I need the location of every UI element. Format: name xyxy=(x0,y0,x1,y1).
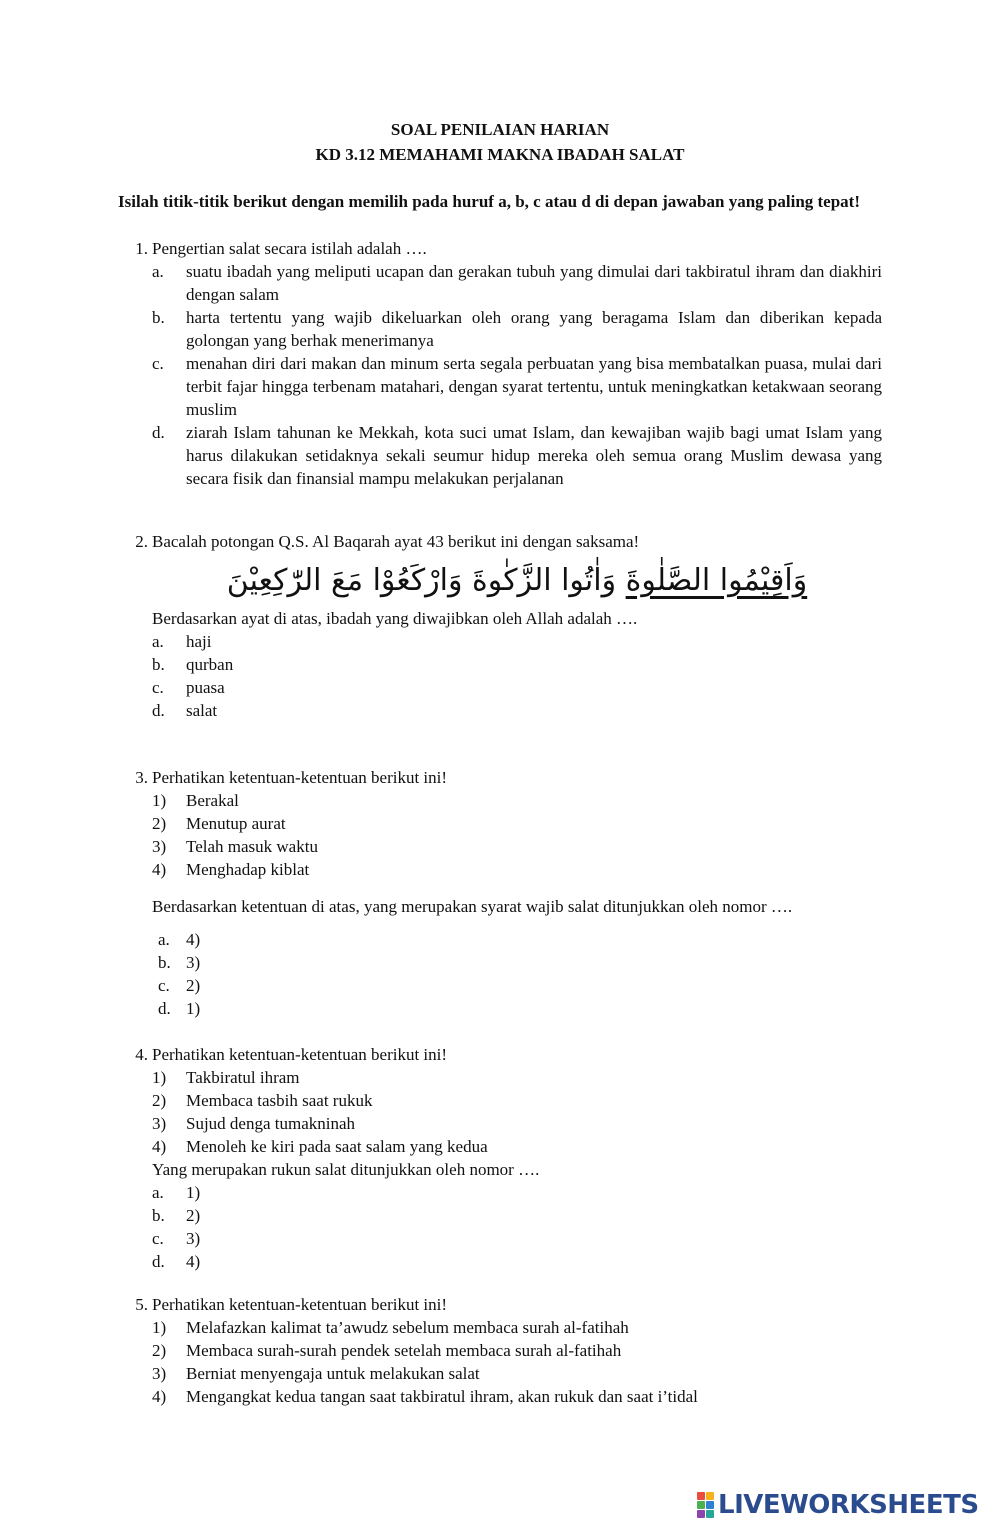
option-text: 3) xyxy=(186,1229,201,1248)
statement-text: Berakal xyxy=(186,791,239,810)
option-label: a. xyxy=(152,1183,164,1202)
option-text: 4) xyxy=(186,1252,201,1271)
statement-label: 1) xyxy=(152,791,167,810)
statement-label: 4) xyxy=(152,1387,167,1406)
option-label: b. xyxy=(158,953,171,972)
logo-square xyxy=(697,1492,705,1500)
option-text: salat xyxy=(186,701,218,720)
verse-rest: وَاٰتُوا الزَّكٰوةَ وَارْكَعُوْا مَعَ الرّٰكِعِيْنَ xyxy=(226,563,626,598)
option-text: 2) xyxy=(186,1206,201,1225)
statement-item xyxy=(152,1112,882,1135)
document-subtitle: KD 3.12 MEMAHAMI MAKNA IBADAH SALAT xyxy=(315,145,685,164)
statement-text: Telah masuk waktu xyxy=(186,837,318,856)
question-number: 1. xyxy=(135,239,148,258)
logo-mark-icon xyxy=(697,1492,714,1518)
option-label: c. xyxy=(152,1229,164,1248)
option-text: suatu ibadah yang meliputi ucapan dan gerakan tubuh yang dimulai dari takbiratul ihram dan diakhiri dengan salam xyxy=(186,262,882,304)
option-a[interactable] xyxy=(152,1181,882,1204)
statement-text: Membaca surah-surah pendek setelah membaca surah al-fatihah xyxy=(186,1341,622,1360)
statement-item xyxy=(152,1316,882,1339)
question-3 xyxy=(118,766,882,1020)
statement-item xyxy=(152,1339,882,1362)
question-follow-text: Berdasarkan ketentuan di atas, yang merupakan syarat wajib salat ditunjukkan oleh nomor …. xyxy=(152,897,793,916)
question-follow-text: Berdasarkan ayat di atas, ibadah yang diwajibkan oleh Allah adalah …. xyxy=(152,609,638,628)
statement-item xyxy=(152,1066,882,1089)
statement-item xyxy=(152,1135,882,1158)
statement-label: 1) xyxy=(152,1068,167,1087)
option-label: d. xyxy=(152,423,165,442)
option-b[interactable] xyxy=(152,306,882,352)
option-list xyxy=(152,260,882,490)
statement-text: Berniat menyengaja untuk melakukan salat xyxy=(186,1364,480,1383)
question-text: Bacalah potongan Q.S. Al Baqarah ayat 43 berikut ini dengan saksama! xyxy=(152,532,640,551)
option-label: d. xyxy=(152,701,165,720)
document-title: SOAL PENILAIAN HARIAN xyxy=(390,120,610,139)
statement-label: 2) xyxy=(152,1091,167,1110)
option-text: 1) xyxy=(186,1183,201,1202)
statement-label: 4) xyxy=(152,860,167,879)
quran-verse xyxy=(152,559,882,603)
statement-item xyxy=(152,835,882,858)
statement-label: 2) xyxy=(152,1341,167,1360)
option-label: c. xyxy=(152,678,164,697)
statement-item xyxy=(152,789,882,812)
statement-label: 4) xyxy=(152,1137,167,1156)
verse-underlined: وَاَقِيْمُوا الصَّلٰوةَ xyxy=(625,563,808,598)
question-text: Perhatikan ketentuan-ketentuan berikut ini! xyxy=(152,768,448,787)
question-2 xyxy=(118,530,882,722)
option-label: b. xyxy=(152,308,165,327)
option-label: d. xyxy=(158,999,171,1018)
question-text: Perhatikan ketentuan-ketentuan berikut ini! xyxy=(152,1045,448,1064)
statement-text: Menutup aurat xyxy=(186,814,286,833)
option-c[interactable] xyxy=(158,974,882,997)
option-c[interactable] xyxy=(152,352,882,421)
option-label: b. xyxy=(152,655,165,674)
option-b[interactable] xyxy=(158,951,882,974)
question-number: 3. xyxy=(135,768,148,787)
option-text: 3) xyxy=(186,953,201,972)
logo-square xyxy=(706,1501,714,1509)
option-b[interactable] xyxy=(152,653,882,676)
option-text: puasa xyxy=(186,678,225,697)
statement-item xyxy=(152,812,882,835)
instruction: Isilah titik-titik berikut dengan memilih pada huruf a, b, c atau d di depan jawaban yang paling tepat! xyxy=(118,192,861,211)
statement-label: 3) xyxy=(152,1114,167,1133)
option-a[interactable] xyxy=(152,260,882,306)
option-text: qurban xyxy=(186,655,234,674)
option-list xyxy=(152,630,882,722)
statement-list xyxy=(152,1316,882,1408)
statement-list xyxy=(152,1066,882,1158)
option-text: haji xyxy=(186,632,212,651)
statement-text: Menghadap kiblat xyxy=(186,860,310,879)
option-text: 2) xyxy=(186,976,201,995)
question-text: Perhatikan ketentuan-ketentuan berikut ini! xyxy=(152,1295,448,1314)
option-d[interactable] xyxy=(152,1250,882,1273)
option-label: b. xyxy=(152,1206,165,1225)
question-number: 4. xyxy=(135,1045,148,1064)
question-number: 2. xyxy=(135,532,148,551)
statement-text: Sujud denga tumakninah xyxy=(186,1114,356,1133)
question-5 xyxy=(118,1293,882,1408)
statement-text: Menoleh ke kiri pada saat salam yang kedua xyxy=(186,1137,488,1156)
statement-label: 3) xyxy=(152,837,167,856)
option-text: menahan diri dari makan dan minum serta segala perbuatan yang bisa membatalkan puasa, mulai dari terbit fajar hingga terbenam matahari, dengan syarat tertentu, untuk meningkatkan ketakwaan seorang muslim xyxy=(186,354,882,419)
option-label: a. xyxy=(152,262,164,281)
statement-item xyxy=(152,1362,882,1385)
option-list xyxy=(152,1181,882,1273)
option-c[interactable] xyxy=(152,676,882,699)
question-text: Pengertian salat secara istilah adalah …. xyxy=(152,239,427,258)
logo-square xyxy=(697,1510,705,1518)
question-4 xyxy=(118,1043,882,1273)
option-c[interactable] xyxy=(152,1227,882,1250)
statement-text: Takbiratul ihram xyxy=(186,1068,300,1087)
option-label: a. xyxy=(158,930,170,949)
option-label: d. xyxy=(152,1252,165,1271)
option-text: harta tertentu yang wajib dikeluarkan oleh orang yang beragama Islam dan diberikan kepada golongan yang berhak menerimanya xyxy=(186,308,882,350)
option-label: c. xyxy=(158,976,170,995)
option-a[interactable] xyxy=(152,630,882,653)
option-a[interactable] xyxy=(158,928,882,951)
option-text: ziarah Islam tahunan ke Mekkah, kota suci umat Islam, dan kewajiban wajib bagi umat Islam yang harus dilakukan setidaknya sekali seumur hidup mereka oleh semua orang Muslim dewasa yang secara fisik dan finansial mampu melakukan perjalanan xyxy=(186,423,882,488)
option-d[interactable] xyxy=(152,699,882,722)
logo-square xyxy=(706,1510,714,1518)
option-label: c. xyxy=(152,354,164,373)
statement-item xyxy=(152,1089,882,1112)
statement-item xyxy=(152,858,882,881)
liveworksheets-logo[interactable] xyxy=(697,1490,979,1520)
logo-square xyxy=(697,1501,705,1509)
statement-label: 2) xyxy=(152,814,167,833)
statement-item xyxy=(152,1385,882,1408)
option-b[interactable] xyxy=(152,1204,882,1227)
option-d[interactable] xyxy=(152,421,882,490)
logo-text: LIVEWORKSHEETS xyxy=(718,1489,979,1520)
statement-text: Melafazkan kalimat ta’awudz sebelum membaca surah al-fatihah xyxy=(186,1318,629,1337)
question-number: 5. xyxy=(135,1295,148,1314)
question-follow-text: Yang merupakan rukun salat ditunjukkan oleh nomor …. xyxy=(152,1160,540,1179)
option-d[interactable] xyxy=(158,997,882,1020)
option-text: 1) xyxy=(186,999,201,1018)
statement-label: 3) xyxy=(152,1364,167,1383)
statement-text: Membaca tasbih saat rukuk xyxy=(186,1091,373,1110)
logo-square xyxy=(706,1492,714,1500)
option-text: 4) xyxy=(186,930,201,949)
statement-label: 1) xyxy=(152,1318,167,1337)
statement-text: Mengangkat kedua tangan saat takbiratul ihram, akan rukuk dan saat i’tidal xyxy=(186,1387,698,1406)
option-label: a. xyxy=(152,632,164,651)
option-list xyxy=(158,928,882,1020)
statement-list xyxy=(152,789,882,881)
question-1 xyxy=(118,237,882,490)
